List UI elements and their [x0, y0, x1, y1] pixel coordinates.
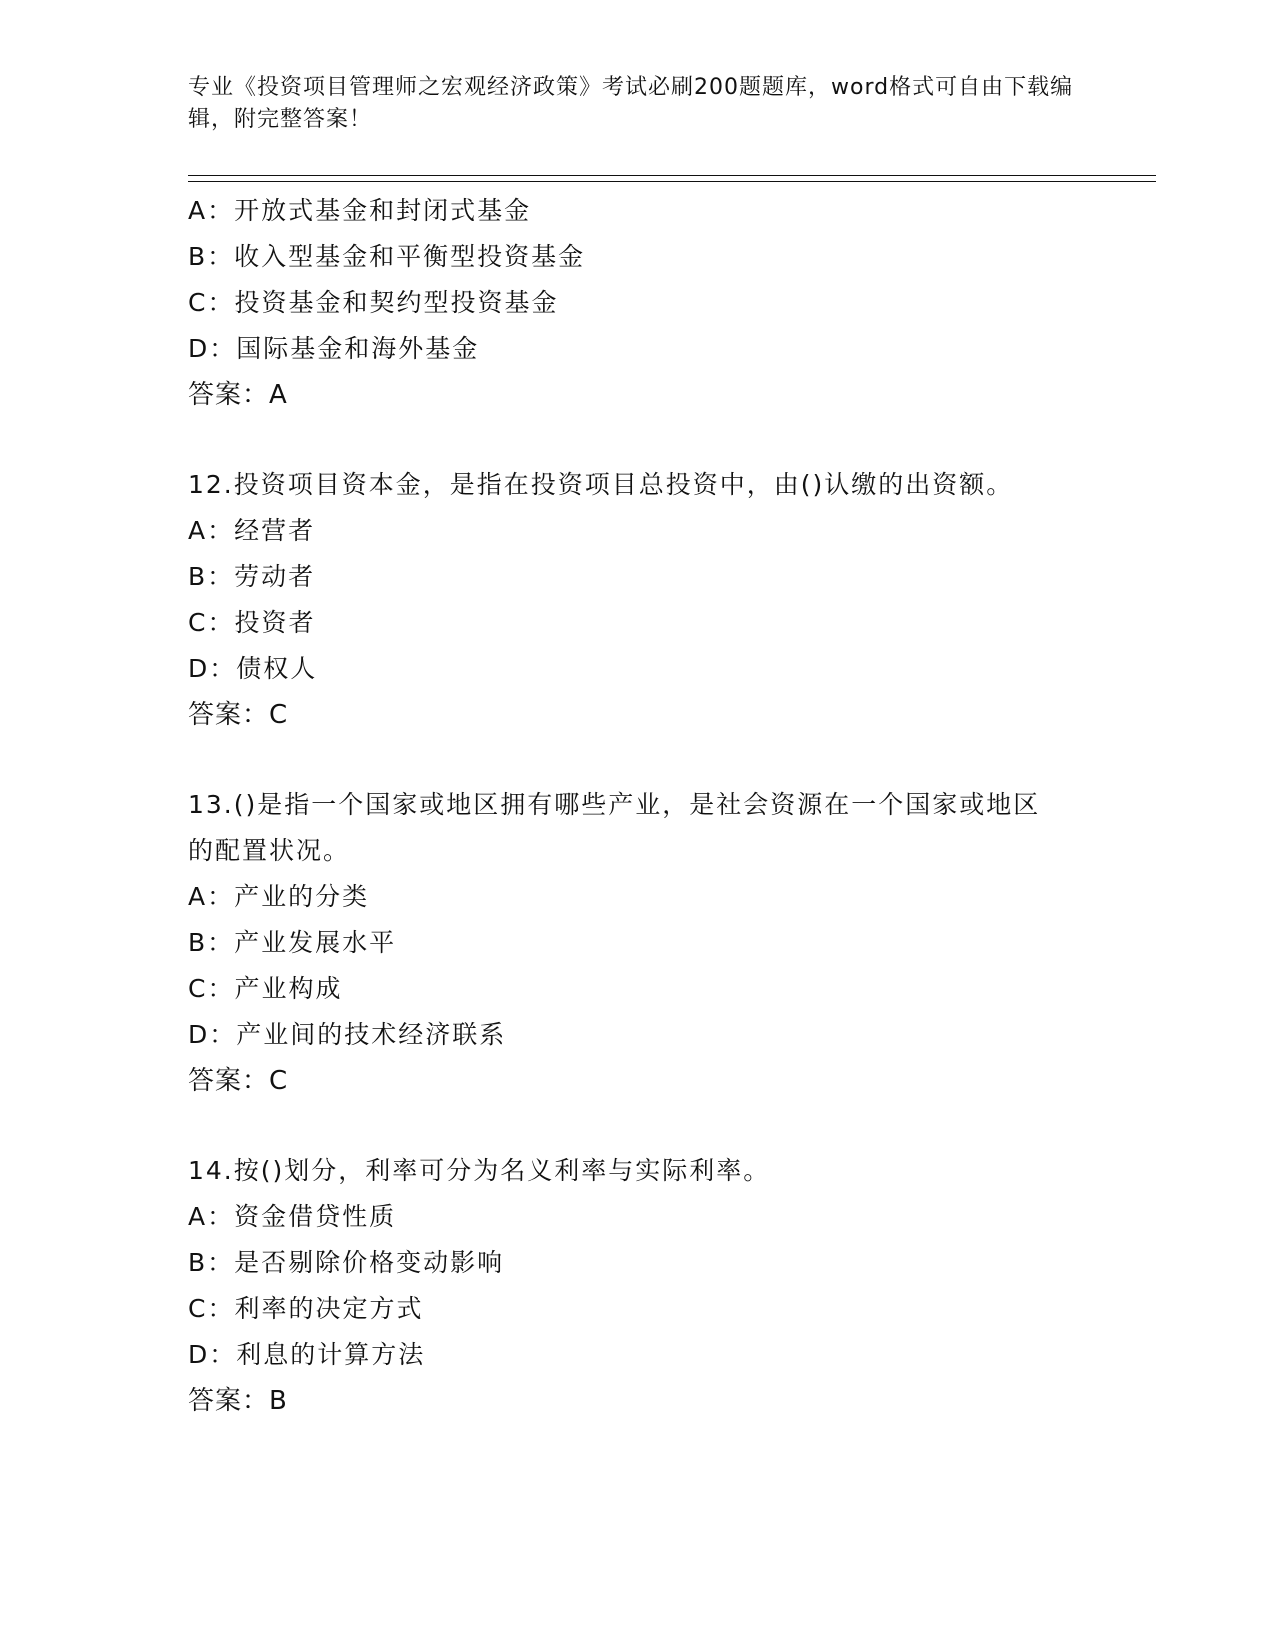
option-b: B：是否剔除价格变动影响	[188, 1248, 505, 1277]
answer: 答案：C	[188, 700, 289, 730]
option-b: B：产业发展水平	[188, 928, 397, 957]
spacer	[188, 1104, 1128, 1148]
option-c: C：投资者	[188, 608, 316, 637]
option-d: D：利息的计算方法	[188, 1340, 426, 1369]
option-a: A：资金借贷性质	[188, 1202, 397, 1231]
option-b: B：收入型基金和平衡型投资基金	[188, 242, 586, 271]
question-block-11	[188, 188, 1128, 418]
option-b: B：劳动者	[188, 562, 316, 591]
option-d: D：国际基金和海外基金	[188, 334, 480, 363]
answer: 答案：A	[188, 380, 288, 410]
header-divider-top	[188, 175, 1156, 176]
question-stem: 12.投资项目资本金，是指在投资项目总投资中，由()认缴的出资额。	[188, 470, 1014, 499]
option-c: C：产业构成	[188, 974, 343, 1003]
option-c: C：利率的决定方式	[188, 1294, 424, 1323]
option-d: D：产业间的技术经济联系	[188, 1020, 507, 1049]
answer: 答案：B	[188, 1386, 288, 1416]
header-divider-bottom	[188, 181, 1156, 182]
answer: 答案：C	[188, 1066, 289, 1096]
question-stem: 14.按()划分，利率可分为名义利率与实际利率。	[188, 1156, 771, 1185]
option-a: A：产业的分类	[188, 882, 370, 911]
spacer	[188, 738, 1128, 782]
option-c: C：投资基金和契约型投资基金	[188, 288, 559, 317]
spacer	[188, 418, 1128, 462]
option-a: A：经营者	[188, 516, 316, 545]
option-a: A：开放式基金和封闭式基金	[188, 196, 532, 225]
document-header: 专业《投资项目管理师之宏观经济政策》考试必刷200题题库，word格式可自由下载编辑，附完整答案！	[188, 75, 1074, 132]
question-list	[188, 188, 1128, 1424]
question-block-12	[188, 462, 1128, 738]
question-stem: 13.()是指一个国家或地区拥有哪些产业，是社会资源在一个国家或地区的配置状况。	[188, 790, 1041, 865]
option-d: D：债权人	[188, 654, 318, 683]
question-block-14	[188, 1148, 1128, 1424]
question-block-13	[188, 782, 1128, 1104]
